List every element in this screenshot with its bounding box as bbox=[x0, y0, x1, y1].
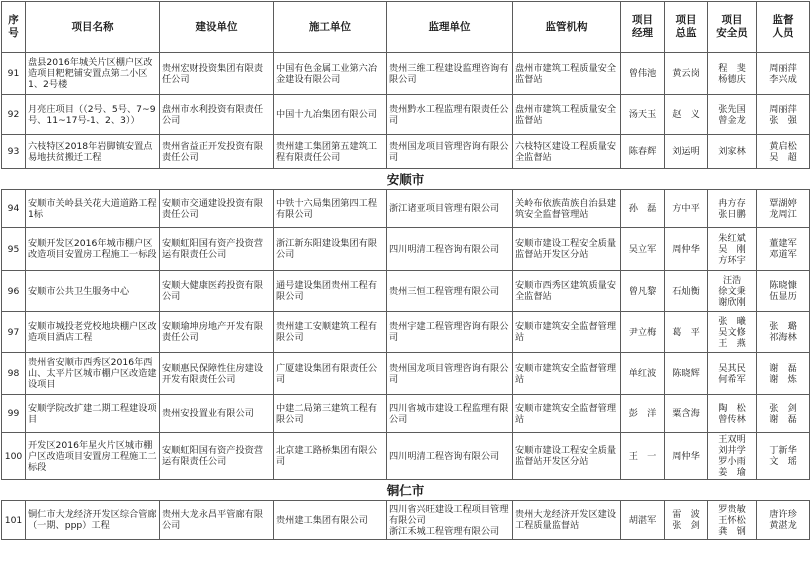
cell-project: 六枝特区2018年岩脚镇安置点易地扶贫搬迁工程 bbox=[26, 135, 160, 169]
cell-director: 石灿衡 bbox=[665, 271, 708, 312]
cell-no: 93 bbox=[2, 135, 26, 169]
cell-project: 开发区2016年星火片区城市棚户区改造项目安置房工程施工二标段 bbox=[26, 433, 160, 480]
cell-pm: 尹立梅 bbox=[621, 312, 665, 353]
table-row bbox=[2, 433, 810, 480]
cell-no: 100 bbox=[2, 433, 26, 480]
cell-no: 94 bbox=[2, 190, 26, 228]
table-row bbox=[2, 135, 810, 169]
cell-no: 95 bbox=[2, 228, 26, 271]
cell-builder: 安顺大健康医药投资有限公司 bbox=[160, 271, 274, 312]
cell-pm: 单红波 bbox=[621, 353, 665, 395]
table-row bbox=[2, 190, 810, 228]
table-row bbox=[2, 312, 810, 353]
header-monitor: 监督 人员 bbox=[757, 2, 810, 53]
cell-safety: 张 曦 吴文修 王 燕 bbox=[708, 312, 757, 353]
header-constructor: 施工单位 bbox=[274, 2, 387, 53]
table-row bbox=[2, 271, 810, 312]
cell-safety: 陶 松 曾传林 bbox=[708, 395, 757, 433]
table-row bbox=[2, 53, 810, 95]
cell-constructor: 广厦建设集团有限责任公司 bbox=[274, 353, 387, 395]
cell-supervisor: 贵州黔水工程监理有限责任公司 bbox=[387, 95, 513, 135]
cell-safety: 王双明 刘井学 罗小雨 姜 瑜 bbox=[708, 433, 757, 480]
cell-constructor: 通号建设集团贵州工程有限公司 bbox=[274, 271, 387, 312]
cell-project: 安顺市关岭县关花大道道路工程1标 bbox=[26, 190, 160, 228]
cell-regulator: 安顺市建设工程安全质量监督站开发区分站 bbox=[513, 433, 621, 480]
cell-safety: 罗贵敏 王怀松 龚 钢 bbox=[708, 501, 757, 540]
cell-supervisor: 四川省兴旺建设工程项目管理有限公司 浙江禾城工程管理有限公司 bbox=[387, 501, 513, 540]
cell-builder: 贵州大龙永昌平管廊有限公司 bbox=[160, 501, 274, 540]
cell-director: 葛 平 bbox=[665, 312, 708, 353]
table-row bbox=[2, 501, 810, 540]
cell-monitor: 丁新华 文 瑶 bbox=[757, 433, 810, 480]
cell-director: 雷 波 张 剑 bbox=[665, 501, 708, 540]
cell-regulator: 关岭布依族苗族自治县建筑安全监督管理站 bbox=[513, 190, 621, 228]
cell-regulator: 六枝特区建设工程质量安全监督站 bbox=[513, 135, 621, 169]
cell-supervisor: 四川明清工程咨询有限公司 bbox=[387, 228, 513, 271]
cell-safety: 刘家林 bbox=[708, 135, 757, 169]
cell-project: 安顺学院改扩建二期工程建设项目 bbox=[26, 395, 160, 433]
cell-monitor: 董建军 邓道军 bbox=[757, 228, 810, 271]
cell-regulator: 盘州市建筑工程质量安全监督站 bbox=[513, 95, 621, 135]
cell-supervisor: 贵州宇建工程管理咨询有限公司 bbox=[387, 312, 513, 353]
cell-regulator: 安顺市建筑安全监督管理站 bbox=[513, 395, 621, 433]
city-anshun: 安顺市 bbox=[2, 169, 810, 190]
cell-project: 安顺开发区2016年城市棚户区改造项目安置房工程施工一标段 bbox=[26, 228, 160, 271]
cell-builder: 安顺虹阳国有资产投资营运有限责任公司 bbox=[160, 433, 274, 480]
header-director: 项目 总监 bbox=[665, 2, 708, 53]
cell-project: 安顺市城投老党校地块棚户区改造项目酒店工程 bbox=[26, 312, 160, 353]
cell-regulator: 安顺市西秀区建筑质量安全监督站 bbox=[513, 271, 621, 312]
city-header-row bbox=[2, 169, 810, 190]
city-tongren: 铜仁市 bbox=[2, 480, 810, 501]
cell-builder: 安顺虹阳国有资产投资营运有限责任公司 bbox=[160, 228, 274, 271]
cell-constructor: 中国十九冶集团有限公司 bbox=[274, 95, 387, 135]
header-builder: 建设单位 bbox=[160, 2, 274, 53]
header-row bbox=[2, 2, 810, 53]
cell-no: 91 bbox=[2, 53, 26, 95]
cell-director: 赵 义 bbox=[665, 95, 708, 135]
cell-constructor: 贵州建工集团第五建筑工程有限责任公司 bbox=[274, 135, 387, 169]
cell-builder: 盘州市水利投资有限责任公司 bbox=[160, 95, 274, 135]
cell-builder: 安顺市交通建设投资有限责任公司 bbox=[160, 190, 274, 228]
cell-no: 99 bbox=[2, 395, 26, 433]
cell-builder: 贵州省益正开发投资有限责任公司 bbox=[160, 135, 274, 169]
cell-monitor: 陈晓慷 伍显历 bbox=[757, 271, 810, 312]
cell-safety: 吴其民 何希军 bbox=[708, 353, 757, 395]
cell-supervisor: 贵州国龙项目管理咨询有限公司 bbox=[387, 353, 513, 395]
cell-regulator: 贵州大龙经济开发区建设工程质量监督站 bbox=[513, 501, 621, 540]
cell-director: 周仲华 bbox=[665, 228, 708, 271]
cell-monitor: 黄启松 吴 超 bbox=[757, 135, 810, 169]
cell-constructor: 中铁十六局集团第四工程有限公司 bbox=[274, 190, 387, 228]
cell-pm: 彭 洋 bbox=[621, 395, 665, 433]
cell-monitor: 覃湖婷 龙周江 bbox=[757, 190, 810, 228]
cell-pm: 王 一 bbox=[621, 433, 665, 480]
cell-monitor: 张 剑 谢 磊 bbox=[757, 395, 810, 433]
cell-director: 陈晓辉 bbox=[665, 353, 708, 395]
table-row bbox=[2, 395, 810, 433]
cell-regulator: 盘州市建筑工程质量安全监督站 bbox=[513, 53, 621, 95]
header-safety: 项目 安全员 bbox=[708, 2, 757, 53]
cell-supervisor: 浙江诸亚项目管理有限公司 bbox=[387, 190, 513, 228]
cell-project: 铜仁市大龙经济开发区综合管廊（一期、ppp）工程 bbox=[26, 501, 160, 540]
project-table bbox=[1, 1, 810, 540]
cell-constructor: 中国有色金属工业第六冶金建设有限公司 bbox=[274, 53, 387, 95]
cell-monitor: 周丽萍 张 强 bbox=[757, 95, 810, 135]
cell-constructor: 中建二局第三建筑工程有限公司 bbox=[274, 395, 387, 433]
cell-project: 盘县2016年城关片区棚户区改造项目粑粑铺安置点第二小区1、2号楼 bbox=[26, 53, 160, 95]
cell-no: 92 bbox=[2, 95, 26, 135]
cell-supervisor: 贵州国龙项目管理咨询有限公司 bbox=[387, 135, 513, 169]
cell-director: 刘运明 bbox=[665, 135, 708, 169]
header-no: 序号 bbox=[2, 2, 26, 53]
cell-pm: 吴立军 bbox=[621, 228, 665, 271]
cell-pm: 曾凡黎 bbox=[621, 271, 665, 312]
cell-project: 贵州省安顺市西秀区2016年西山、太平片区城市棚户区改造建设项目 bbox=[26, 353, 160, 395]
table-row bbox=[2, 228, 810, 271]
header-regulator: 监管机构 bbox=[513, 2, 621, 53]
cell-safety: 朱红斌 吴 刚 方环宇 bbox=[708, 228, 757, 271]
cell-regulator: 安顺市建设工程安全质量监督站开发区分站 bbox=[513, 228, 621, 271]
cell-project: 安顺市公共卫生服务中心 bbox=[26, 271, 160, 312]
cell-monitor: 唐许珍 黄湛龙 bbox=[757, 501, 810, 540]
header-supervisor: 监理单位 bbox=[387, 2, 513, 53]
cell-no: 96 bbox=[2, 271, 26, 312]
cell-supervisor: 贵州三维工程建设监理咨询有限公司 bbox=[387, 53, 513, 95]
cell-no: 98 bbox=[2, 353, 26, 395]
cell-pm: 胡湛军 bbox=[621, 501, 665, 540]
cell-supervisor: 贵州三恒工程管理有限公司 bbox=[387, 271, 513, 312]
cell-safety: 程 斐 杨德庆 bbox=[708, 53, 757, 95]
cell-builder: 贵州安投置业有限公司 bbox=[160, 395, 274, 433]
cell-director: 方中平 bbox=[665, 190, 708, 228]
cell-no: 101 bbox=[2, 501, 26, 540]
cell-supervisor: 四川省城市建设工程监理有限公司 bbox=[387, 395, 513, 433]
cell-monitor: 张 璐 祁海林 bbox=[757, 312, 810, 353]
cell-safety: 张先国 曾金龙 bbox=[708, 95, 757, 135]
header-project: 项目名称 bbox=[26, 2, 160, 53]
cell-regulator: 安顺市建筑安全监督管理站 bbox=[513, 353, 621, 395]
table-row bbox=[2, 353, 810, 395]
cell-director: 粟含海 bbox=[665, 395, 708, 433]
cell-monitor: 周丽萍 李兴成 bbox=[757, 53, 810, 95]
cell-pm: 汤天玉 bbox=[621, 95, 665, 135]
cell-no: 97 bbox=[2, 312, 26, 353]
cell-safety: 冉方存 张日鹏 bbox=[708, 190, 757, 228]
cell-monitor: 谢 磊 谢 炼 bbox=[757, 353, 810, 395]
cell-builder: 贵州宏财投资集团有限责任公司 bbox=[160, 53, 274, 95]
cell-director: 周仲华 bbox=[665, 433, 708, 480]
city-header-row bbox=[2, 480, 810, 501]
cell-pm: 孙 磊 bbox=[621, 190, 665, 228]
cell-builder: 安顺瑜坤房地产开发有限责任公司 bbox=[160, 312, 274, 353]
cell-constructor: 北京建工路桥集团有限公司 bbox=[274, 433, 387, 480]
cell-safety: 汪浩 徐文秉 谢欣刚 bbox=[708, 271, 757, 312]
cell-pm: 陈春辉 bbox=[621, 135, 665, 169]
cell-constructor: 贵州建工安顺建筑工程有限公司 bbox=[274, 312, 387, 353]
cell-director: 黄云岗 bbox=[665, 53, 708, 95]
cell-project: 月亮庄项目（（2号、5号、7~9号、11~17号-1、2、3）） bbox=[26, 95, 160, 135]
cell-builder: 安顺惠民保障性住房建设开发有限责任公司 bbox=[160, 353, 274, 395]
cell-pm: 曾伟池 bbox=[621, 53, 665, 95]
cell-constructor: 贵州建工集团有限公司 bbox=[274, 501, 387, 540]
cell-regulator: 安顺市建筑安全监督管理站 bbox=[513, 312, 621, 353]
cell-supervisor: 四川明清工程咨询有限公司 bbox=[387, 433, 513, 480]
cell-constructor: 浙江新东阳建设集团有限公司 bbox=[274, 228, 387, 271]
table-row bbox=[2, 95, 810, 135]
header-pm: 项目 经理 bbox=[621, 2, 665, 53]
